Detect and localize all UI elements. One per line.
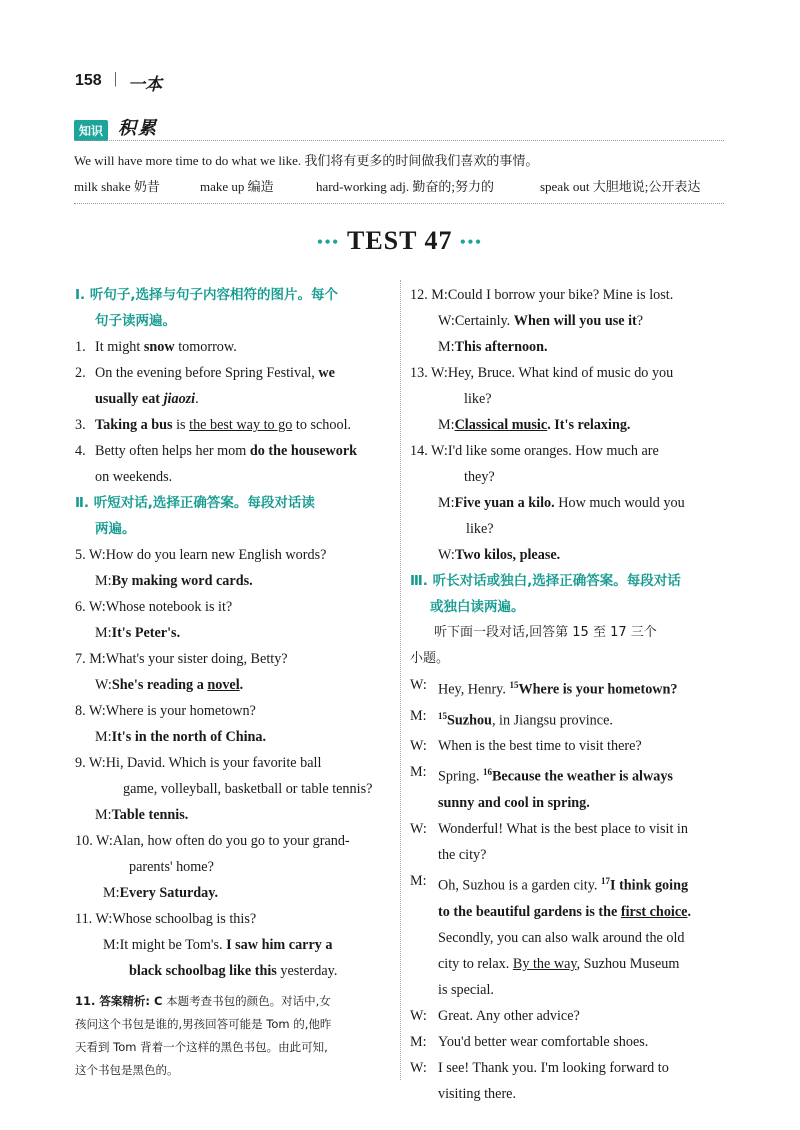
page-number: 158 bbox=[75, 72, 102, 89]
question-1: 1. It might snow tomorrow. bbox=[75, 339, 237, 355]
dialog-line: M: Oh, Suzhou is a garden city. $^{17}$I think going to the beautiful gardens is the first choice. Secondly, you can also walk around the old city to relax. By the way, Suzhou Museum is special. bbox=[410, 873, 691, 998]
section-heading: Ⅰ. 听句子,选择与句子内容相符的图片。每个 句子读两遍。 bbox=[75, 287, 338, 329]
question-4: 4. Betty often helps her mom do the housework on weekends. bbox=[75, 443, 358, 485]
knowledge-badge: 知识 bbox=[74, 120, 108, 141]
dialog-intro: 听下面一段对话,回答第 15 至 17 三个 bbox=[434, 625, 657, 640]
test-title bbox=[0, 226, 800, 256]
knowledge-title: 积累 bbox=[118, 118, 158, 138]
column-divider bbox=[400, 280, 401, 1080]
vocab-item: make up 编造 bbox=[200, 179, 274, 194]
divider bbox=[74, 203, 724, 204]
dialog-intro: 小题。 bbox=[410, 651, 450, 666]
question-13: 13. W:Hey, Bruce. What kind of music do you like? M:Classical music. It's relaxing. bbox=[410, 365, 674, 433]
dialog-line: W: Wonderful! What is the best place to visit in the city? bbox=[410, 821, 688, 864]
question-3: 3. Taking a bus is the best way to go to school. bbox=[75, 417, 352, 433]
answer-note: 11. 答案精析: C 本题考查书包的颜色。对话中,女 孩问这个书包是谁的,男孩回答可能是 Tom 的,他昨 天看到 Tom 背着一个这样的黑色书包。由此可知, 这个书包是黑色的。 bbox=[75, 994, 332, 1077]
test-title-text: TEST 47 bbox=[347, 226, 453, 255]
question-9: 9. W:Hi, David. Which is your favorite ball game, volleyball, basketball or table tennis? M:Table tennis. bbox=[75, 755, 373, 823]
vocab-item: speak out 大胆地说;公开表达 bbox=[540, 179, 701, 194]
dialog-line: W: Great. Any other advice? bbox=[410, 1007, 580, 1024]
dialog-line: W: When is the best time to visit there? bbox=[410, 738, 642, 755]
book-title: 一本 bbox=[128, 75, 162, 94]
question-2: 2. On the evening before Spring Festival, we usually eat jiaozi. bbox=[75, 365, 335, 407]
vocab-item: hard-working adj. 勤奋的;努力的 bbox=[316, 179, 495, 194]
section-heading: Ⅲ. 听长对话或独白,选择正确答案。每段对话 或独白读两遍。 bbox=[410, 573, 681, 615]
question-10: 10. W:Alan, how often do you go to your grand- parents' home? M:Every Saturday. bbox=[75, 833, 350, 901]
question-5: 5. W:How do you learn new English words? M:By making word cards. bbox=[75, 547, 327, 589]
question-14: 14. W:I'd like some oranges. How much are they? M:Five yuan a kilo. How much would you like? W:Two kilos, please. bbox=[410, 443, 685, 563]
circled-number-15: 15 bbox=[438, 710, 447, 721]
right-column bbox=[410, 282, 728, 1107]
dialog-line: M: You'd better wear comfortable shoes. bbox=[410, 1033, 649, 1050]
decor-dots: ••• bbox=[460, 234, 483, 252]
question-8: 8. W:Where is your hometown? M:It's in the north of China. bbox=[75, 703, 267, 745]
vocab-item: milk shake 奶昔 bbox=[74, 179, 160, 194]
divider bbox=[74, 140, 724, 141]
section-heading: Ⅱ. 听短对话,选择正确答案。每段对话读 两遍。 bbox=[75, 495, 315, 537]
question-11: 11. W:Whose schoolbag is this? M:It might be Tom's. I saw him carry a black schoolbag like this yesterday. bbox=[75, 911, 338, 979]
circled-number-15: 15 bbox=[509, 680, 519, 690]
dialog-line: M: Spring. $^{16}$Because the weather is always sunny and cool in spring. bbox=[410, 764, 673, 812]
decor-dots: ••• bbox=[317, 234, 340, 252]
question-6: 6. W:Whose notebook is it? M:It's Peter's. bbox=[75, 599, 233, 641]
dialog-line: W: Hey, Henry. $^{15}$Where is your hometown? bbox=[410, 677, 678, 698]
dialog-line: M: $^{15}$Suzhou, in Jiangsu province. bbox=[410, 707, 613, 729]
question-7: 7. M:What's your sister doing, Betty? W:She's reading a novel. bbox=[75, 651, 288, 693]
knowledge-sentence: We will have more time to do what we like. 我们将有更多的时间做我们喜欢的事情。 bbox=[74, 153, 539, 168]
header-separator: | bbox=[114, 70, 118, 87]
circled-number-16: 16 bbox=[482, 767, 492, 778]
question-12: 12. M:Could I borrow your bike? Mine is lost. W:Certainly. When will you use it? M:This afternoon. bbox=[410, 287, 674, 355]
circled-number-17: 17 bbox=[601, 876, 610, 887]
left-column bbox=[75, 282, 391, 1082]
dialog-line: W: I see! Thank you. I'm looking forward to visiting there. bbox=[410, 1059, 669, 1102]
